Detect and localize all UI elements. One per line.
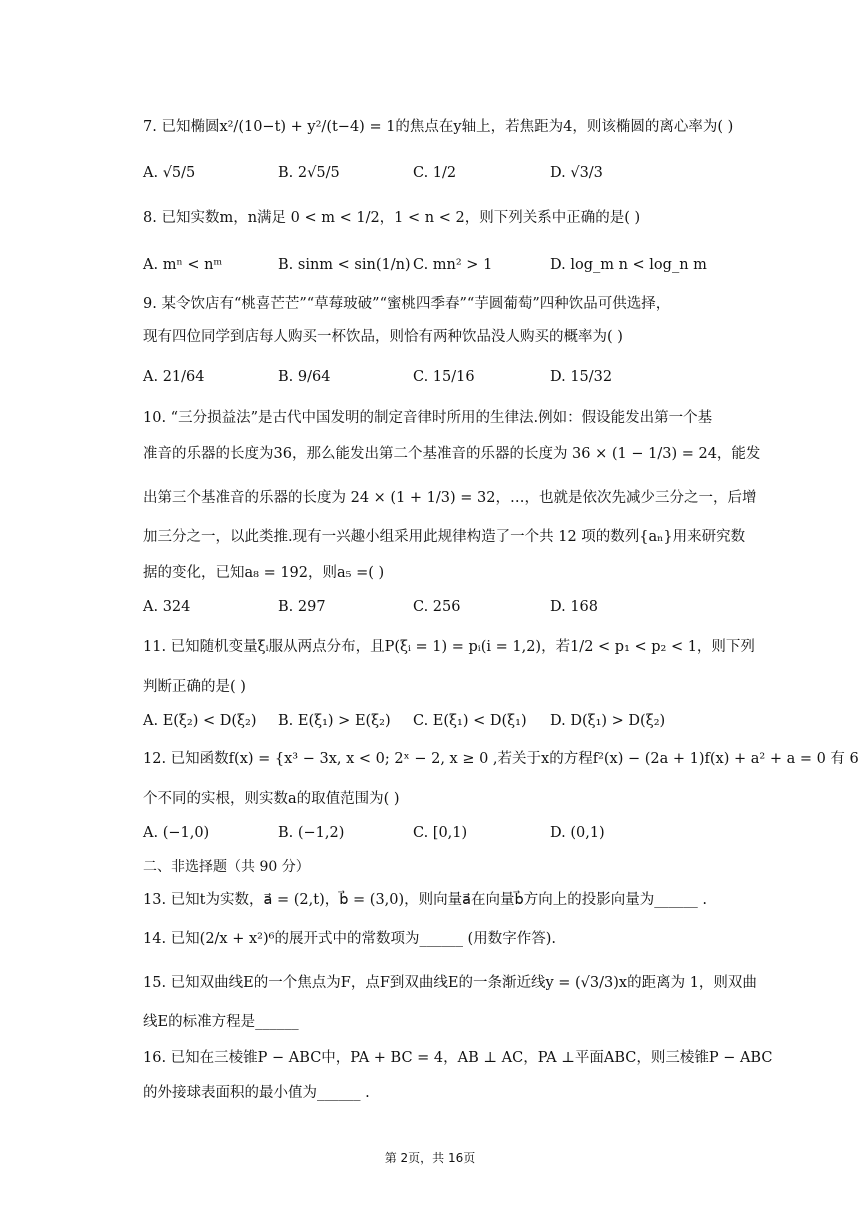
option-c[interactable]: C. 15/16	[413, 369, 475, 385]
question-13: 13. 已知t为实数，a⃗ = (2,t)，b⃗ = (3,0)，则向量a⃗在向量b⃗方向上的投影向量为______ .	[143, 892, 707, 908]
option-c[interactable]: C. E(ξ₁) < D(ξ₁)	[413, 713, 527, 729]
question-10-line5: 据的变化，已知a₈ = 192，则a₅ =( )	[143, 565, 385, 581]
option-b[interactable]: B. 2√5/5	[278, 165, 340, 181]
option-a[interactable]: A. √5/5	[143, 165, 196, 181]
option-b[interactable]: B. sinm < sin(1/n)	[278, 257, 411, 273]
option-c[interactable]: C. 1/2	[413, 165, 457, 181]
option-a[interactable]: A. 21/64	[143, 369, 205, 385]
option-b[interactable]: B. 297	[278, 599, 326, 615]
question-14: 14. 已知(2/x + x²)⁶的展开式中的常数项为______ (用数字作答).	[143, 931, 556, 947]
question-12: 12. 已知函数f(x) = {x³ − 3x, x < 0; 2ˣ − 2, x ≥ 0 ,若关于x的方程f²(x) − (2a + 1)f(x) + a² + a = 0 有 6	[143, 751, 859, 767]
option-d[interactable]: D. log_m n < log_n m	[550, 257, 707, 273]
question-9-line2: 现有四位同学到店每人购买一杯饮品，则恰有两种饮品没人购买的概率为( )	[143, 329, 623, 345]
question-10-line4: 加三分之一，以此类推.现有一兴趣小组采用此规律构造了一个共 12 项的数列{aₙ}用来研究数	[143, 529, 746, 545]
option-d[interactable]: D. √3/3	[550, 165, 603, 181]
option-c[interactable]: C. mn² > 1	[413, 257, 493, 273]
question-8: 8. 已知实数m，n满足 0 < m < 1/2，1 < n < 2，则下列关系中正确的是( )	[143, 210, 641, 226]
question-9: 9. 某令饮店有“桃喜芒芒”“草莓玻破”“蜜桃四季春”“芋圆葡萄”四种饮品可供选择，	[143, 296, 671, 312]
option-b[interactable]: B. E(ξ₁) > E(ξ₂)	[278, 713, 391, 729]
option-b[interactable]: B. 9/64	[278, 369, 331, 385]
option-c[interactable]: C. 256	[413, 599, 461, 615]
question-11: 11. 已知随机变量ξᵢ服从两点分布，且P(ξᵢ = 1) = pᵢ(i = 1,2)，若1/2 < p₁ < p₂ < 1，则下列	[143, 639, 755, 655]
page-footer: 第 2页，共 16页	[384, 1151, 476, 1165]
question-10-line3: 出第三个基准音的乐器的长度为 24 × (1 + 1/3) = 32，…，也就是依次先减少三分之一，后增	[143, 490, 757, 506]
option-c[interactable]: C. [0,1)	[413, 825, 468, 841]
option-a[interactable]: A. mⁿ < nᵐ	[143, 257, 223, 273]
question-15: 15. 已知双曲线E的一个焦点为F，点F到双曲线E的一条渐近线y = (√3/3)x的距离为 1，则双曲	[143, 975, 757, 991]
option-d[interactable]: D. D(ξ₁) > D(ξ₂)	[550, 713, 666, 729]
option-a[interactable]: A. E(ξ₂) < D(ξ₂)	[143, 713, 257, 729]
option-d[interactable]: D. (0,1)	[550, 825, 605, 841]
option-d[interactable]: D. 168	[550, 599, 599, 615]
option-a[interactable]: A. (−1,0)	[143, 825, 210, 841]
section-title: 二、非选择题（共 90 分）	[143, 859, 310, 875]
question-10-line2: 准音的乐器的长度为36，那么能发出第二个基准音的乐器的长度为 36 × (1 − 1/3) = 24，能发	[143, 446, 761, 462]
question-12-line2: 个不同的实根，则实数a的取值范围为( )	[143, 791, 400, 807]
question-15-line2: 线E的标准方程是______	[143, 1014, 299, 1030]
question-16-line2: 的外接球表面积的最小值为______ .	[143, 1085, 370, 1101]
question-7: 7. 已知椭圆x²/(10−t) + y²/(t−4) = 1的焦点在y轴上，若焦距为4，则该椭圆的离心率为( )	[143, 119, 734, 135]
question-10: 10. “三分损益法”是古代中国发明的制定音律时所用的生律法.例如：假设能发出第一个基	[143, 410, 713, 426]
question-16: 16. 已知在三棱锥P − ABC中，PA + BC = 4，AB ⊥ AC，PA ⊥平面ABC，则三棱锥P − ABC	[143, 1050, 773, 1066]
option-b[interactable]: B. (−1,2)	[278, 825, 345, 841]
question-11-line2: 判断正确的是( )	[143, 679, 246, 695]
option-d[interactable]: D. 15/32	[550, 369, 613, 385]
option-a[interactable]: A. 324	[143, 599, 191, 615]
